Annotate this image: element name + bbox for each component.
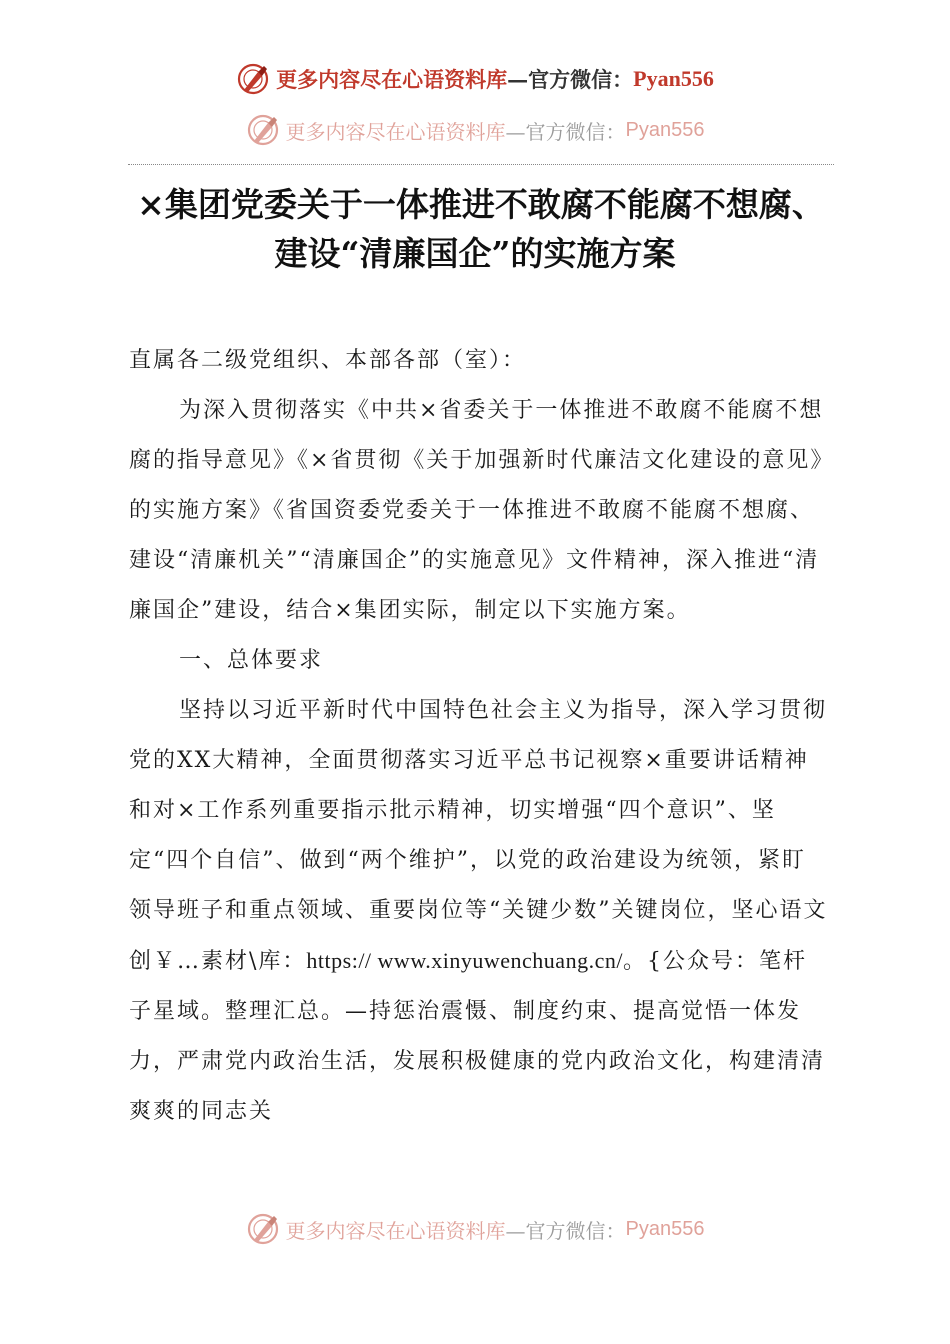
watermark-separator: —官方微信：: [505, 1218, 626, 1243]
salutation: 直属各二级党组织、本部各部（室）：: [129, 348, 527, 373]
watermark-banner-top: [0, 62, 950, 96]
pen-nib-circle-icon: [236, 62, 270, 96]
watermark-separator: —官方微信：: [505, 119, 626, 144]
watermark-wechat-id: Pyan556: [625, 118, 705, 141]
section-1-text-a: 坚持以习近平新时代中国特色社会主义为指导，深入学习贯彻党的XX大精神，全面贯彻落实习近平总书记视察×重要讲话精神和对×工作系列重要指示批示精神，切实增强“四个意识”、坚定“四个自信”、做到“两个维护”，以党的政治建设为统领，紧盯领导班子和重点领域、重要岗位等“关键少数”关键岗位，坚心语文创￥…素材\库：: [129, 698, 828, 974]
title-line-2: 建设“清廉国企”的实施方案: [274, 234, 676, 273]
watermark-main-text: 更多内容尽在心语资料库: [285, 119, 506, 144]
section-1-url: https:// www.xinyuwenchuang.cn/: [306, 948, 623, 973]
watermark-main-text: 更多内容尽在心语资料库: [276, 67, 508, 92]
section-1-heading: 一、总体要求: [179, 648, 324, 673]
section-1-paragraph: [129, 686, 829, 1137]
watermark-banner-mid: [0, 113, 950, 147]
title-line-1: ×集团党委关于一体推进不敢腐不能腐不想腐、: [137, 185, 825, 224]
watermark-wechat-id: Pyan556: [633, 66, 714, 91]
watermark-banner-bottom: [0, 1212, 950, 1246]
watermark-wechat-id: Pyan556: [625, 1217, 705, 1240]
header-divider: [128, 164, 834, 165]
document-body: [129, 336, 829, 1137]
section-1-text-b: 。{公众号：笔杆子星域。整理汇总。—持惩治震慑、制度约束、提高觉悟一体发力，严肃党内政治生活，发展积极健康的党内政治文化，构建清清爽爽的同志关: [129, 949, 826, 1124]
watermark-main-text: 更多内容尽在心语资料库: [285, 1218, 506, 1243]
document-title: [0, 180, 950, 278]
watermark-separator: —官方微信：: [507, 67, 634, 92]
pen-nib-circle-icon: [246, 1212, 280, 1246]
pen-nib-circle-icon: [246, 113, 280, 147]
intro-paragraph: 为深入贯彻落实《中共×省委关于一体推进不敢腐不能腐不想腐的指导意见》《×省贯彻《关于加强新时代廉洁文化建设的意见》的实施方案》《省国资委党委关于一体推进不敢腐不能腐不想腐、建设“清廉机关”“清廉国企”的实施意见》文件精神，深入推进“清廉国企”建设，结合×集团实际，制定以下实施方案。: [129, 398, 824, 623]
